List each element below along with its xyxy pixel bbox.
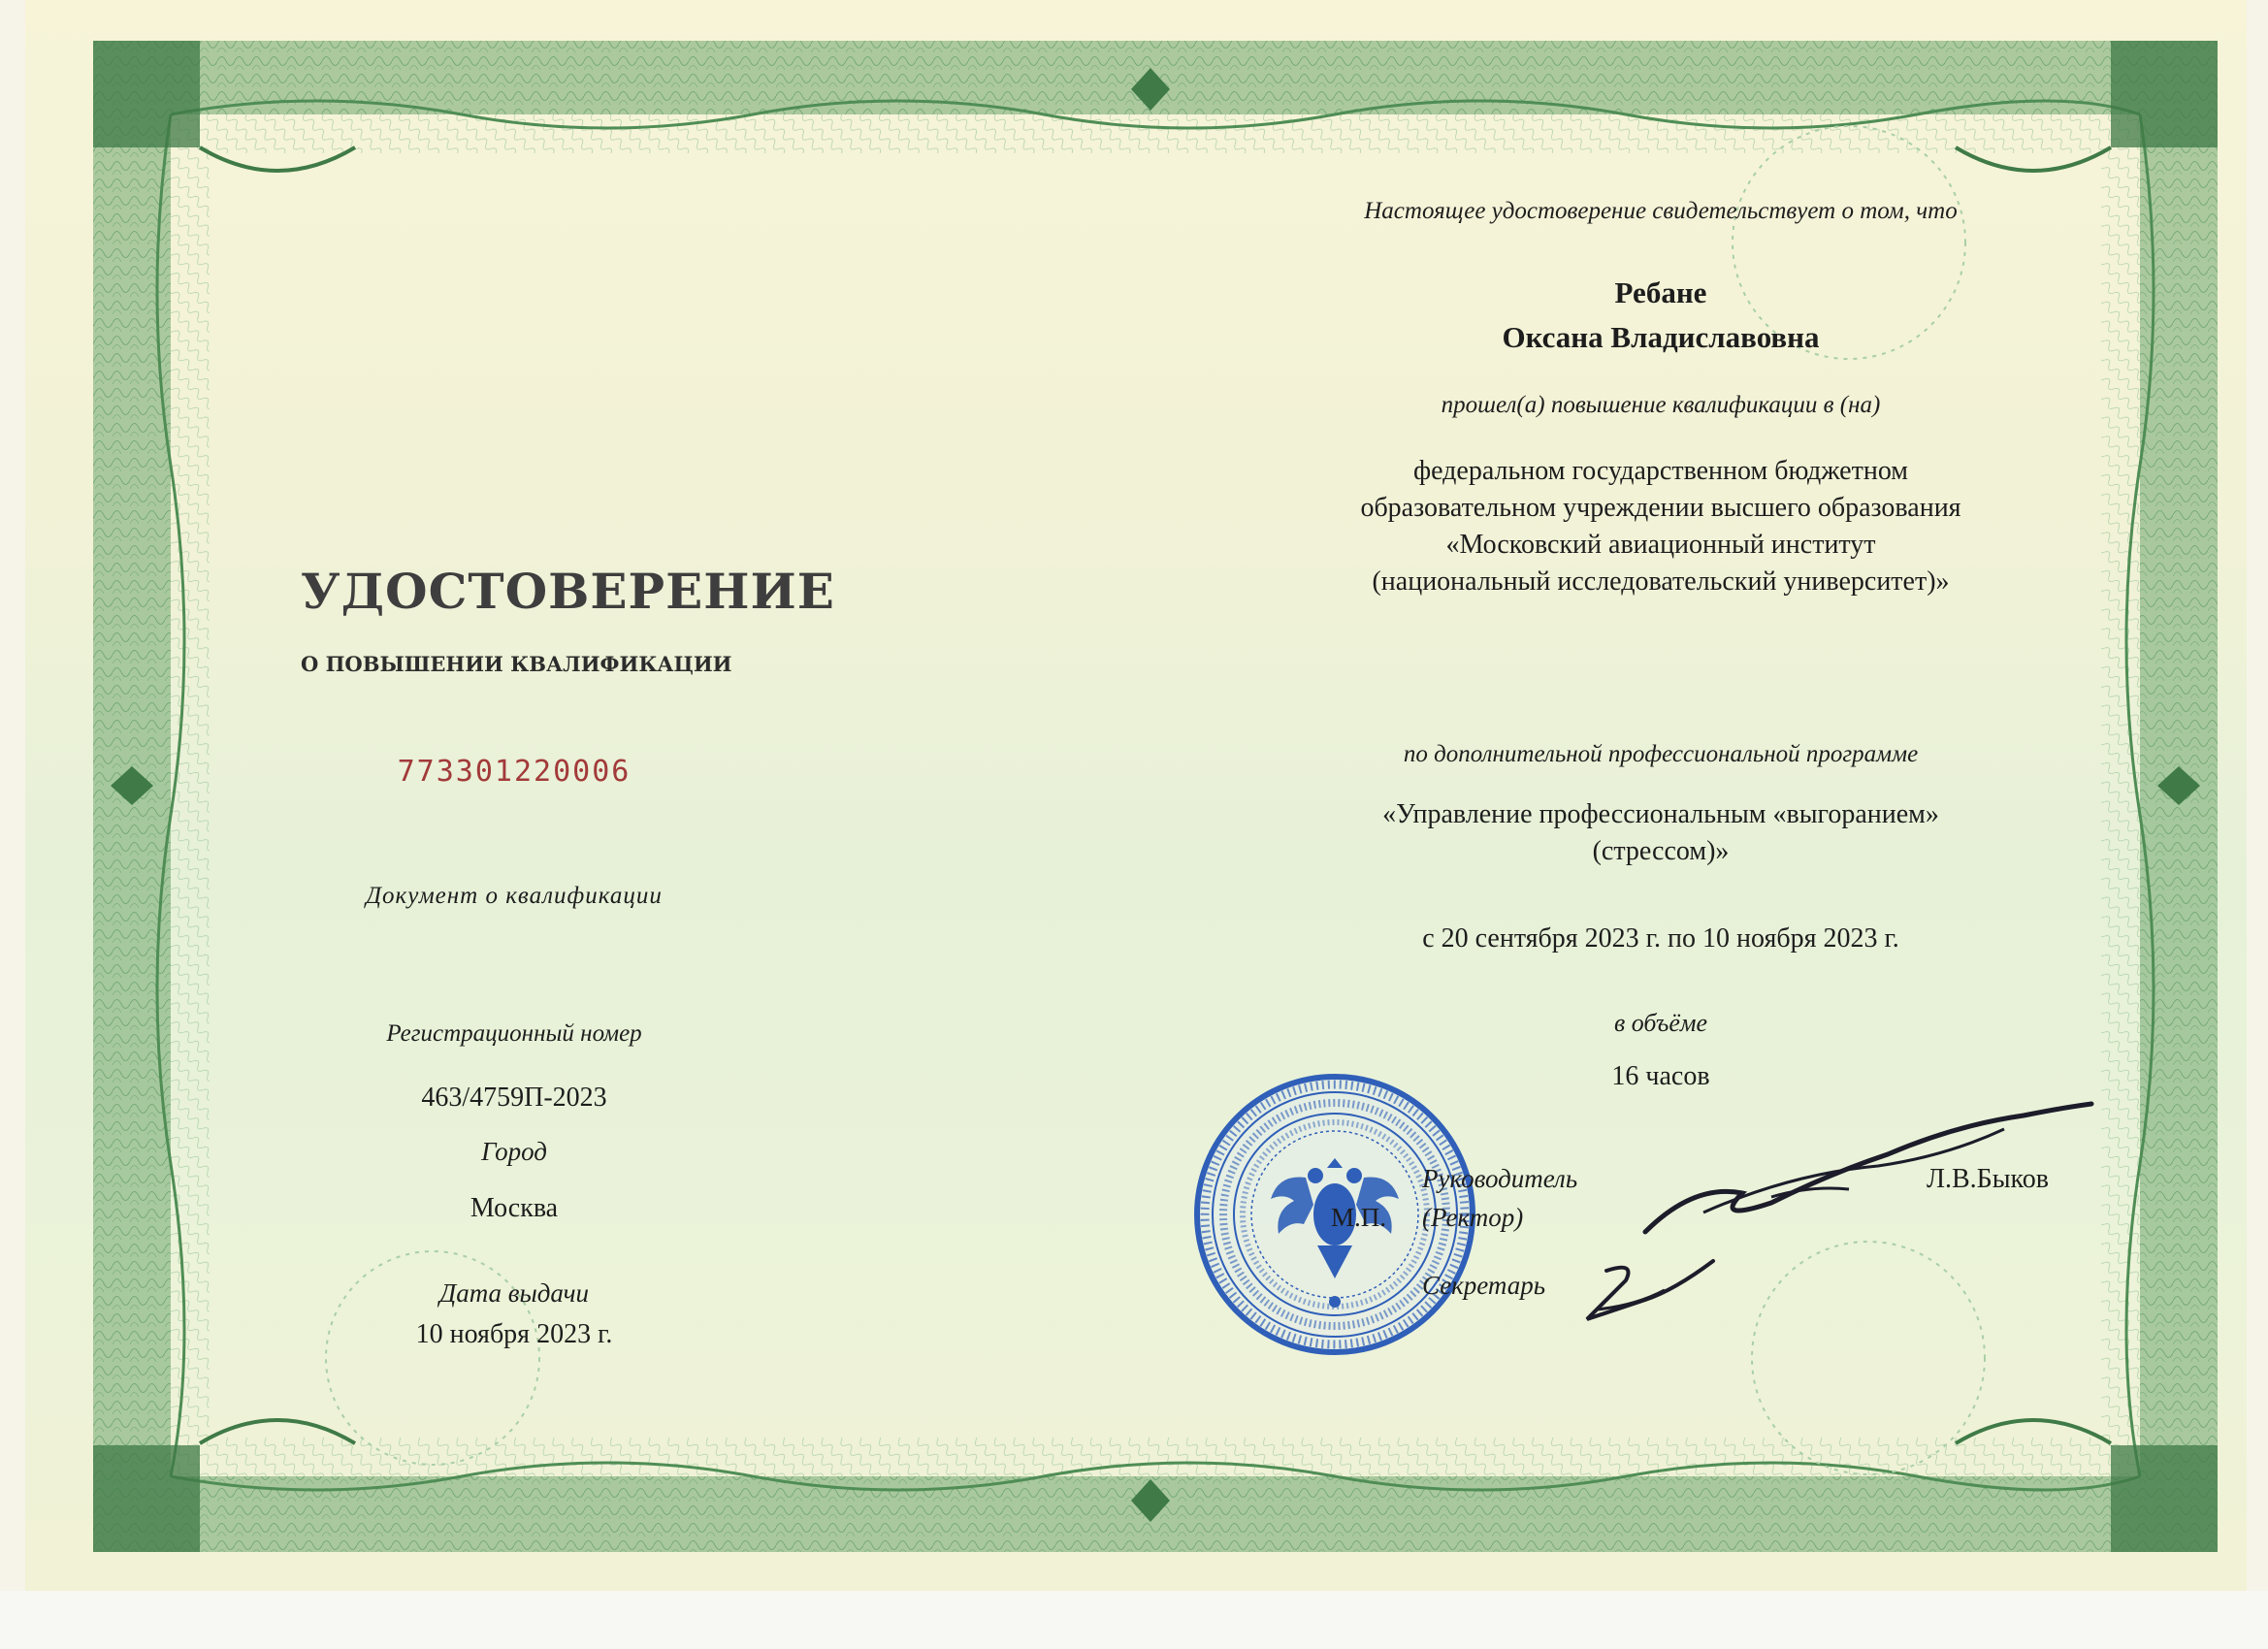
volume-value: 16 часов (1611, 1061, 1710, 1091)
issue-date-label: Дата выдачи (439, 1278, 589, 1308)
program-line-1: «Управление профессиональным «выгоранием» (1382, 799, 1939, 829)
head-label-rector: (Ректор) (1422, 1203, 1524, 1232)
institution-line-3: «Московский авиационный институт (1445, 530, 1876, 560)
secretary-signature (1577, 1251, 1733, 1329)
city-label: Город (481, 1137, 547, 1166)
serial-number: 773301220006 (397, 755, 632, 789)
institution-line-4: (национальный исследовательский университет)» (1372, 566, 1950, 597)
holder-given-names: Оксана Владиславовна (1502, 320, 1820, 354)
study-period: с 20 сентября 2023 г. по 10 ноября 2023 г. (1422, 923, 1899, 954)
institution-line-2: образовательном учреждении высшего образования (1360, 493, 1961, 523)
stamp-place-label: М.П. (1331, 1203, 1387, 1232)
document-type-label: Документ о квалификации (366, 883, 663, 909)
issue-date-value: 10 ноября 2023 г. (415, 1319, 613, 1349)
institution-line-1: федеральном государственном бюджетном (1412, 456, 1908, 486)
passed-text: прошел(а) повышение квалификации в (на) (1441, 392, 1881, 418)
rector-signature (1636, 1096, 2101, 1251)
program-line-2: (стрессом)» (1592, 836, 1730, 866)
certificate-document (25, 0, 2247, 1591)
certificate-subtitle: О ПОВЫШЕНИИ КВАЛИФИКАЦИИ (301, 652, 732, 676)
secretary-label: Секретарь (1422, 1271, 1546, 1300)
certificate-title: УДОСТОВЕРЕНИЕ (301, 563, 835, 620)
head-name: Л.В.Быков (1927, 1164, 2049, 1194)
volume-label: в объёме (1613, 1009, 1708, 1037)
registration-label: Регистрационный номер (386, 1020, 642, 1047)
holder-surname: Ребане (1614, 275, 1707, 309)
city-value: Москва (470, 1193, 559, 1223)
registration-number: 463/4759П-2023 (421, 1083, 607, 1113)
program-label: по дополнительной профессиональной программе (1403, 741, 1919, 767)
head-label: Руководитель (1422, 1164, 1578, 1193)
scan-background (0, 1591, 2268, 1649)
intro-text: Настоящее удостоверение свидетельствует о том, что (1364, 198, 1958, 224)
guilloche-frame (25, 0, 2247, 1591)
